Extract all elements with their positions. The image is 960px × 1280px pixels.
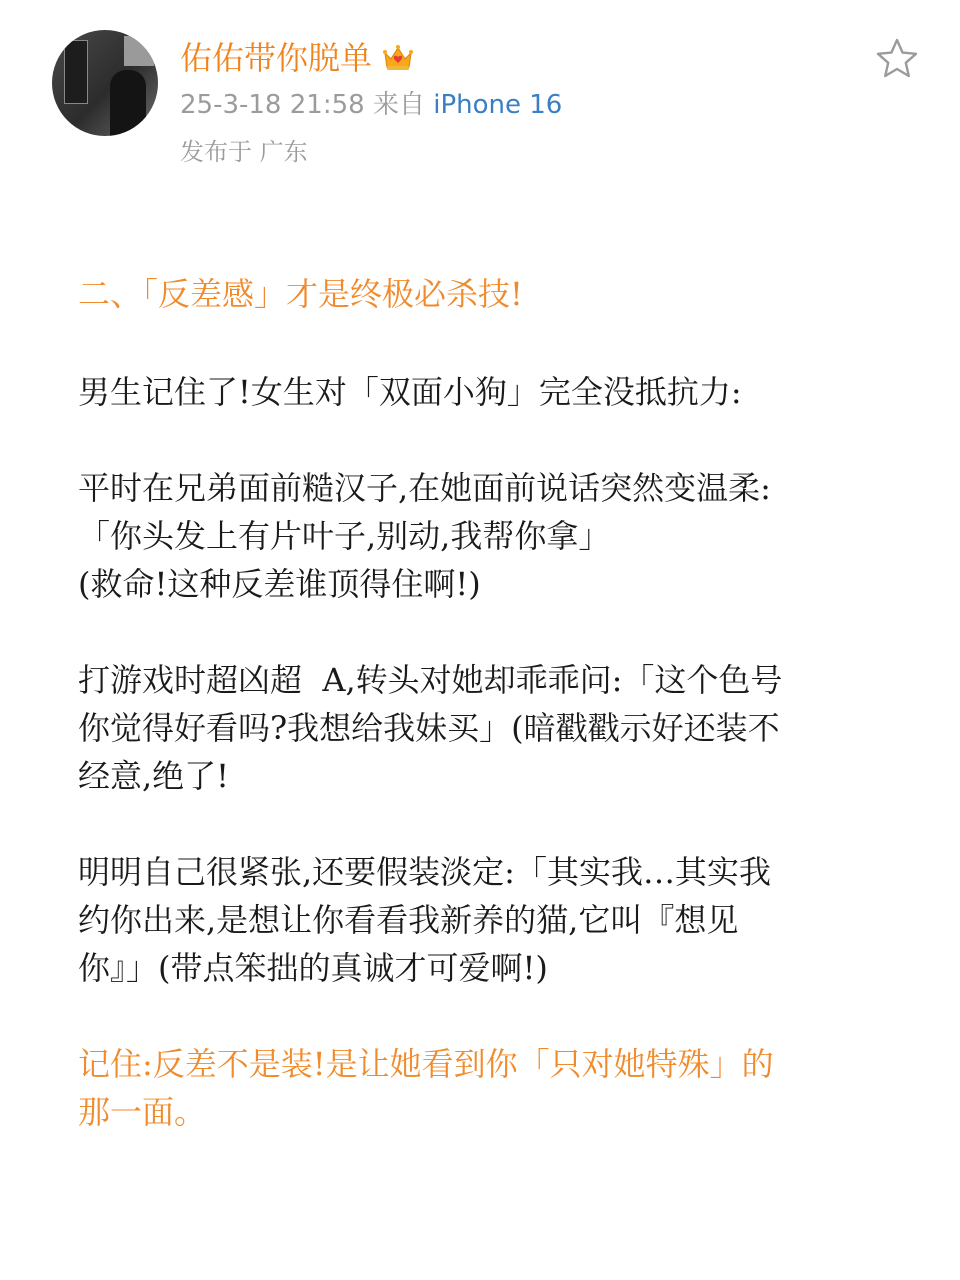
conclusion-line-2: 那一面。	[78, 1093, 207, 1131]
star-outline-icon[interactable]	[874, 36, 920, 82]
avatar-plaque	[64, 40, 88, 104]
conclusion-line-1: 记住:反差不是装!是让她看到你「只对她特殊」的	[78, 1045, 774, 1083]
post-device[interactable]: iPhone 16	[433, 90, 563, 120]
avatar[interactable]	[52, 30, 158, 136]
paragraph-2-line-2: 你觉得好看吗?我想给我妹买」(暗戳戳示好还装不	[78, 709, 780, 747]
avatar-window	[124, 36, 154, 66]
paragraph-1-line-1: 平时在兄弟面前糙汉子,在她面前说话突然变温柔:	[78, 469, 771, 507]
author-row	[180, 36, 414, 76]
paragraph-3-line-1: 明明自己很紧张,还要假装淡定:「其实我…其实我	[78, 853, 771, 891]
section-heading: 二、「反差感」才是终极必杀技!	[78, 275, 523, 313]
paragraph-2-line-1: 打游戏时超凶超 A,转头对她却乖乖问:「这个色号	[78, 661, 783, 699]
crown-icon	[382, 44, 414, 72]
post-time: 25-3-18 21:58	[180, 90, 365, 120]
paragraph-1-line-2: 「你头发上有片叶子,别动,我帮你拿」	[78, 517, 611, 555]
post-header	[0, 0, 960, 180]
avatar-figure	[110, 70, 146, 136]
paragraph-3-line-2: 约你出来,是想让你看看我新养的猫,它叫『想见	[78, 901, 739, 939]
post-via: 来自	[372, 90, 425, 120]
post-content	[78, 270, 884, 1136]
post-meta	[180, 84, 562, 121]
paragraph-1-line-3: (救命!这种反差谁顶得住啊!)	[78, 565, 481, 603]
paragraph-3-line-3: 你』」(带点笨拙的真诚才可爱啊!)	[78, 949, 548, 987]
paragraph-2-line-3: 经意,绝了!	[78, 757, 230, 795]
intro-text: 男生记住了!女生对「双面小狗」完全没抵抗力:	[78, 373, 742, 411]
post-location: 发布于 广东	[180, 138, 308, 166]
author-name[interactable]: 佑佑带你脱单	[180, 39, 373, 77]
